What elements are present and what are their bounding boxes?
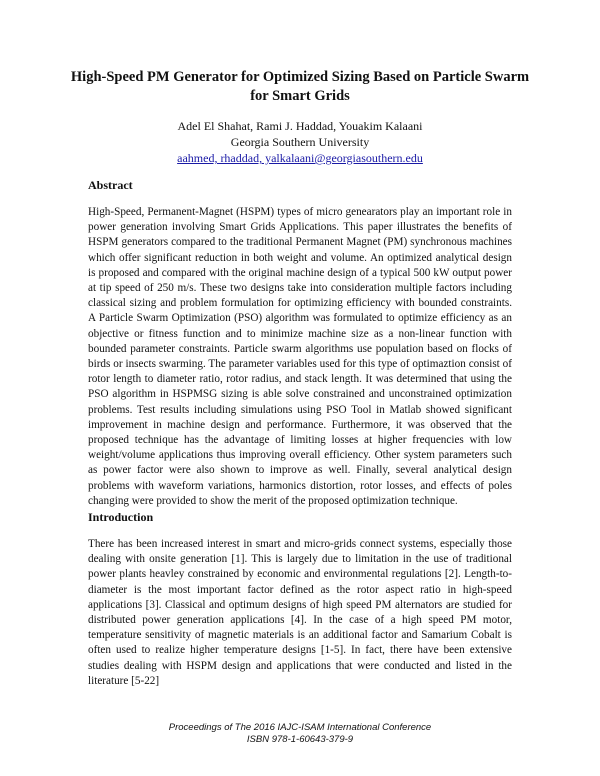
abstract-heading: Abstract	[88, 178, 133, 192]
footer-isbn: ISBN 978-1-60643-379-9	[246, 734, 354, 745]
paper-title: High-Speed PM Generator for Optimized Sizing Based on Particle Swarm for Smart Grids	[70, 69, 530, 104]
author-names: Adel El Shahat, Rami J. Haddad, Youakim Kalaani	[177, 119, 423, 133]
introduction-heading: Introduction	[88, 510, 154, 524]
abstract-text: High-Speed, Permanent-Magnet (HSPM) types of micro genearators play an important role in power generation involving Smart Grids Applications. This paper illustrates the benefits of HSPM generators compared to the traditional Permanent Magnet (PM) synchronous machines which offer significant reduction in both weight and volume. An optimized analytical design is proposed and compared with the original machine design of a typical 500 kW output power at tip speed of 250 m/s. These two designs take into consideration multiple factors including classical sizing and problem formulation for optimizing efficiency with bounded constraints. A Particle Swarm Optimization (PSO) algorithm was formulated to optimize efficiency as an objective or fitness function and to minimize machine size as a non-linear function with bounded parameter constraints. Particle swarm algorithms use population based on flocks of birds or insects swarming. The parameter variables used for this type of optimaztion consist of rotor length to diameter ratio, rotor radius, and stack length. It was determined that using the PSO algorithm in HSPMSG sizing is able solve constrained and unconstrained optimization problems. Test results including simulations using PSO Tool in Matlab showed significant improvement in machine design and performance. Furthermore, it was observed that the proposed technique has the advantage of limiting losses at higher frequencies with low weight/volume applications thus improving overall efficiency. Other system parameters such as power factor were also shown to improve as well. Finally, several analytical design problems with waveform variations, harmonics distortion, rotor losses, and effects of poles changing were provided to show the merit of the proposed optimization technique.	[88, 206, 512, 507]
affiliation: Georgia Southern University	[230, 135, 370, 149]
introduction-text: There has been increased interest in smart and micro-grids connect systems, especially those dealing with onsite generation [1]. This is largely due to limitation in the use of traditional power plants heavley constrained by economic and environmental regulations [2]. Length-to-diameter is the most important factor defined as the rotor aspect ratio in high-speed applications [3]. Classical and optimum designs of high speed PM alternators are studied for distributed power generation applications [4]. In the case of a high speed PM motor, temperature sensitivity of magnetic materials is an additional factor and Samarium Cobalt is often used to realize higher temperature designs [1-5]. In fact, there have been extensive studies dealing with HSPM design and applications that were conducted and listed in the literature [5-22]	[88, 538, 512, 687]
author-block	[80, 118, 520, 166]
email-link[interactable]: aahmed, rhaddad, yalkalaani@georgiasouthern.edu	[177, 151, 423, 165]
footer-proceedings: Proceedings of The 2016 IAJC-ISAM International Conference	[168, 722, 432, 733]
proceedings-footer	[80, 722, 520, 746]
